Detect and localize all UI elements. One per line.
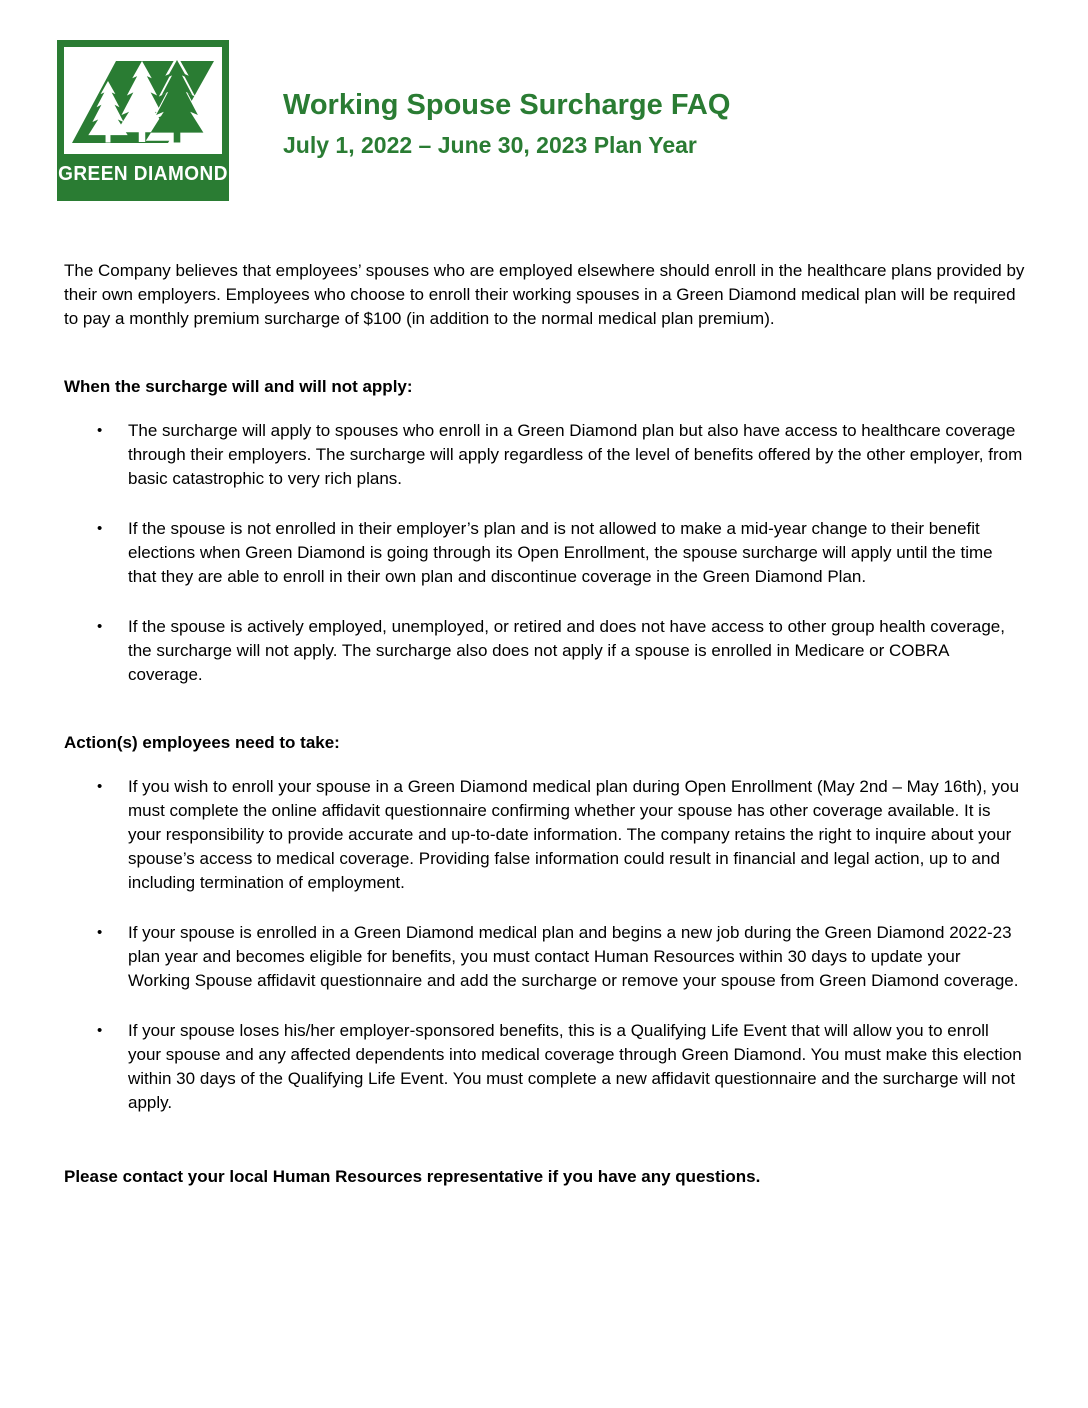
bullet-list — [64, 419, 1025, 687]
section-employee-actions — [64, 731, 1025, 1115]
bullet-text: If the spouse is actively employed, unemployed, or retired and does not have access to other group health coverage, the surcharge will not apply. The surcharge also does not apply if a spouse is enrolled in Medicare or COBRA coverage. — [128, 617, 1005, 684]
list-item — [64, 921, 1025, 993]
bullet-icon: • — [97, 924, 103, 941]
page-title: Working Spouse Surcharge FAQ — [283, 89, 731, 121]
bullet-icon: • — [97, 422, 103, 439]
list-item — [64, 1019, 1025, 1115]
bullet-icon: • — [97, 618, 103, 635]
bullet-icon: • — [97, 520, 103, 537]
bullet-text: If your spouse loses his/her employer-sponsored benefits, this is a Qualifying Life Event that will allow you to enroll your spouse and any affected dependents into medical coverage through Green Diamond. You must make this election within 30 days of the Qualifying Life Event. You must complete a new affidavit questionnaire and the surcharge will not apply. — [128, 1021, 1022, 1112]
page-subtitle: July 1, 2022 – June 30, 2023 Plan Year — [283, 132, 697, 158]
list-item — [64, 517, 1025, 589]
logo-wordmark: GREEN DIAMOND — [58, 162, 228, 185]
list-item — [64, 419, 1025, 491]
section-heading: When the surcharge will and will not apply: — [64, 377, 413, 396]
bullet-text: The surcharge will apply to spouses who enroll in a Green Diamond plan but also have access to healthcare coverage through their employers. The surcharge will apply regardless of the level of benefits offered by the other employer, from basic catastrophic to very rich plans. — [128, 421, 1023, 488]
green-diamond-logo — [57, 40, 229, 201]
trees-icon — [64, 47, 222, 154]
document-body — [0, 259, 1088, 1189]
section-when-surcharge-applies — [64, 375, 1025, 687]
bullet-icon: • — [97, 1022, 103, 1039]
closing-note: Please contact your local Human Resources representative if you have any questions. — [64, 1167, 761, 1186]
list-item — [64, 615, 1025, 687]
bullet-text: If your spouse is enrolled in a Green Diamond medical plan and begins a new job during the Green Diamond 2022-23 plan year and becomes eligible for benefits, you must contact Human Resources within 30 days to update your Working Spouse affidavit questionnaire and add the surcharge or remove your spouse from Green Diamond coverage. — [128, 923, 1019, 990]
document-header — [0, 0, 1088, 201]
bullet-icon: • — [97, 778, 103, 795]
bullet-list — [64, 775, 1025, 1115]
list-item — [64, 775, 1025, 895]
section-heading: Action(s) employees need to take: — [64, 733, 340, 752]
title-block — [283, 88, 730, 159]
bullet-text: If you wish to enroll your spouse in a Green Diamond medical plan during Open Enrollment (May 2nd – May 16th), you must complete the online affidavit questionnaire confirming whether your spouse has other coverage available. It is your responsibility to provide accurate and up-to-date information. The company retains the right to inquire about your spouse’s access to medical coverage. Providing false information could result in financial and legal action, up to and including termination of employment. — [128, 777, 1020, 892]
bullet-text: If the spouse is not enrolled in their employer’s plan and is not allowed to make a mid-year change to their benefit elections when Green Diamond is going through its Open Enrollment, the spouse surcharge will apply until the time that they are able to enroll in their own plan and discontinue coverage in the Green Diamond Plan. — [128, 519, 993, 586]
intro-paragraph: The Company believes that employees’ spouses who are employed elsewhere should enroll in the healthcare plans provided by their own employers. Employees who choose to enroll their working spouses in a Green Diamond medical plan will be required to pay a monthly premium surcharge of $100 (in addition to the normal medical plan premium). — [64, 261, 1025, 328]
